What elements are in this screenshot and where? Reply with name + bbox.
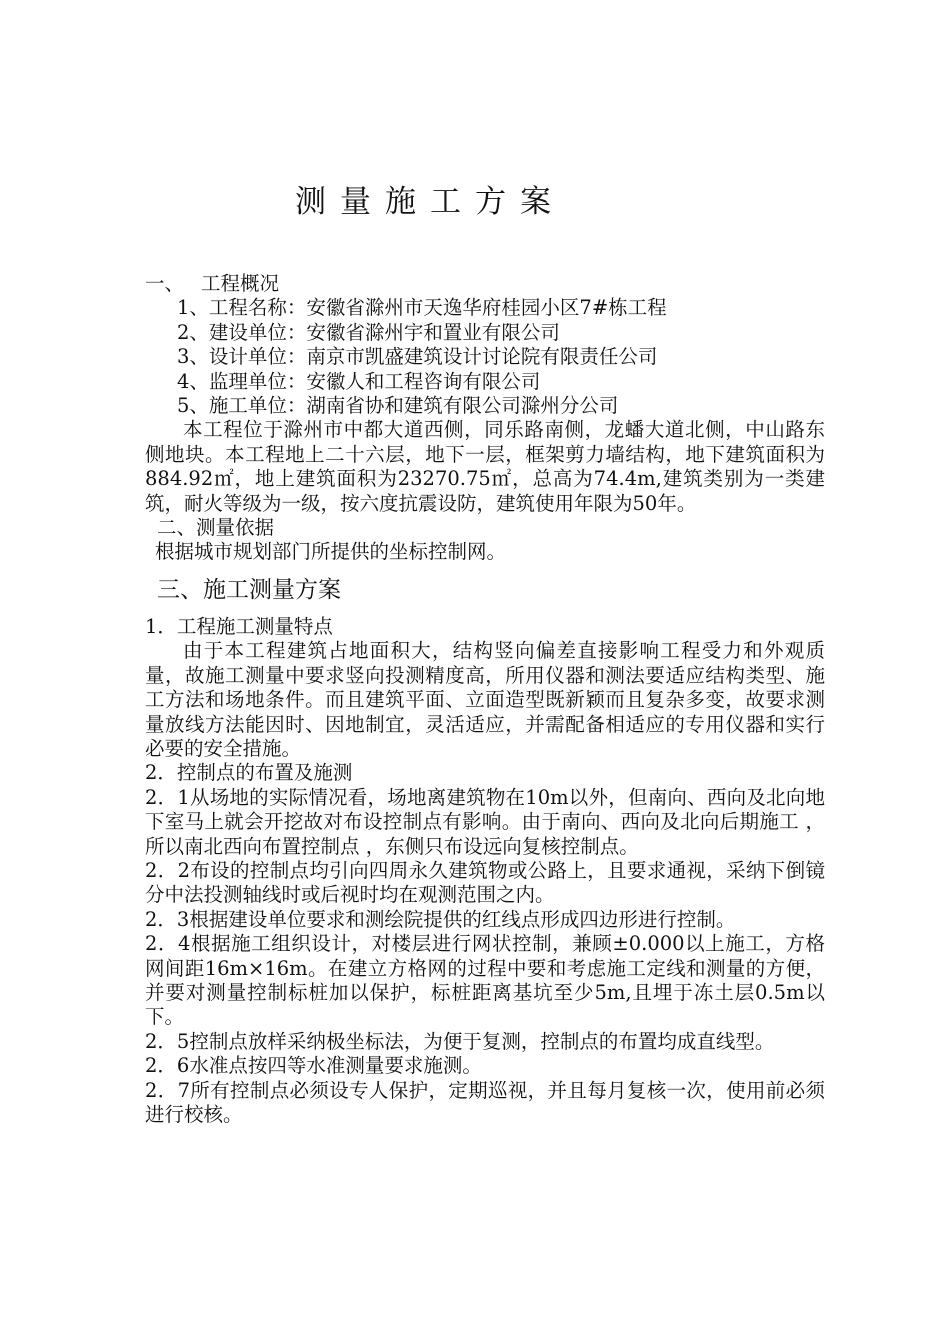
control-point-item: 2．7所有控制点必须设专人保护，定期巡视，并且每月复核一次，使用前必须进行校核。	[145, 1078, 825, 1126]
control-point-item: 2．6水准点按四等水准测量要求施测。	[145, 1054, 482, 1078]
document-body	[145, 272, 825, 1127]
project-info-item: 4、监理单位：安徽人和工程咨询有限公司	[177, 369, 541, 393]
project-info-item: 1、工程名称：安徽省滁州市天逸华府桂园小区7#栋工程	[177, 296, 667, 320]
subsection-2-heading: 2．控制点的布置及施测	[145, 761, 353, 785]
control-point-item: 2．3根据建设单位要求和测绘院提供的红线点形成四边形进行控制。	[145, 907, 736, 931]
project-info-item: 3、设计单位：南京市凯盛建筑设计讨论院有限责任公司	[177, 345, 658, 369]
control-point-item: 2．2布设的控制点均引向四周永久建筑物或公路上，且要求通视，采纳下倒镜分中法投测轴线时或后视时均在观测范围之内。	[145, 858, 825, 907]
document-title: 测量施工方案	[295, 184, 565, 220]
control-point-item: 2．5控制点放样采纳极坐标法，为便于复测，控制点的布置均成直线型。	[145, 1029, 775, 1053]
control-point-item: 2．1从场地的实际情况看，场地离建筑物在10m以外，但南向、西向及北向地下室马上就会开挖故对布设控制点有影响。由于南向、西向及北向后期施工 ，所以南北西向布置控制点 ，东侧只布设远向复核控制点。	[145, 785, 825, 858]
subsection-1-heading: 1．工程施工测量特点	[145, 614, 333, 638]
project-info-item: 2、建设单位：安徽省滁州宇和置业有限公司	[177, 320, 560, 344]
project-overview-paragraph: 本工程位于滁州市中都大道西侧，同乐路南侧，龙蟠大道北侧，中山路东侧地块。本工程地上二十六层，地下一层，框架剪力墙结构，地下建筑面积为884.92㎡，地上建筑面积为23270.75㎡，总高为74.4m,建筑类别为一类建筑，耐火等级为一级，按六度抗震设防，建筑使用年限为50年。	[145, 418, 825, 515]
project-info-item: 5、施工单位：湖南省协和建筑有限公司滁州分公司	[177, 394, 619, 418]
section-1-heading	[145, 272, 825, 296]
subsection-1-paragraph: 由于本工程建筑占地面积大，结构竖向偏差直接影响工程受力和外观质量，故施工测量中要求竖向投测精度高，所用仪器和测法要适应结构类型、施工方法和场地条件。而且建筑平面、立面造型既新颖而且复杂多变，故要求测量放线方法能因时、因地制宜，灵活适应，并需配备相适应的专用仪器和实行必要的安全措施。	[145, 639, 825, 760]
section-1-title: 工程概况	[201, 272, 280, 295]
section-2-heading: 二、测量依据	[157, 516, 275, 540]
control-point-item: 2．4根据施工组织设计，对楼层进行网状控制，兼顾±0.000以上施工，方格网间距16m×16m。在建立方格网的过程中要和考虑施工定线和测量的方便，并要对测量控制标桩加以保护，标桩距离基坑至少5m,且埋于冻土层0.5m以下。	[145, 932, 825, 1029]
section-3-heading: 三、施工测量方案	[157, 576, 341, 603]
section-2-text: 根据城市规划部门所提供的坐标控制网。	[155, 540, 507, 564]
section-1-number: 一、	[145, 272, 185, 295]
